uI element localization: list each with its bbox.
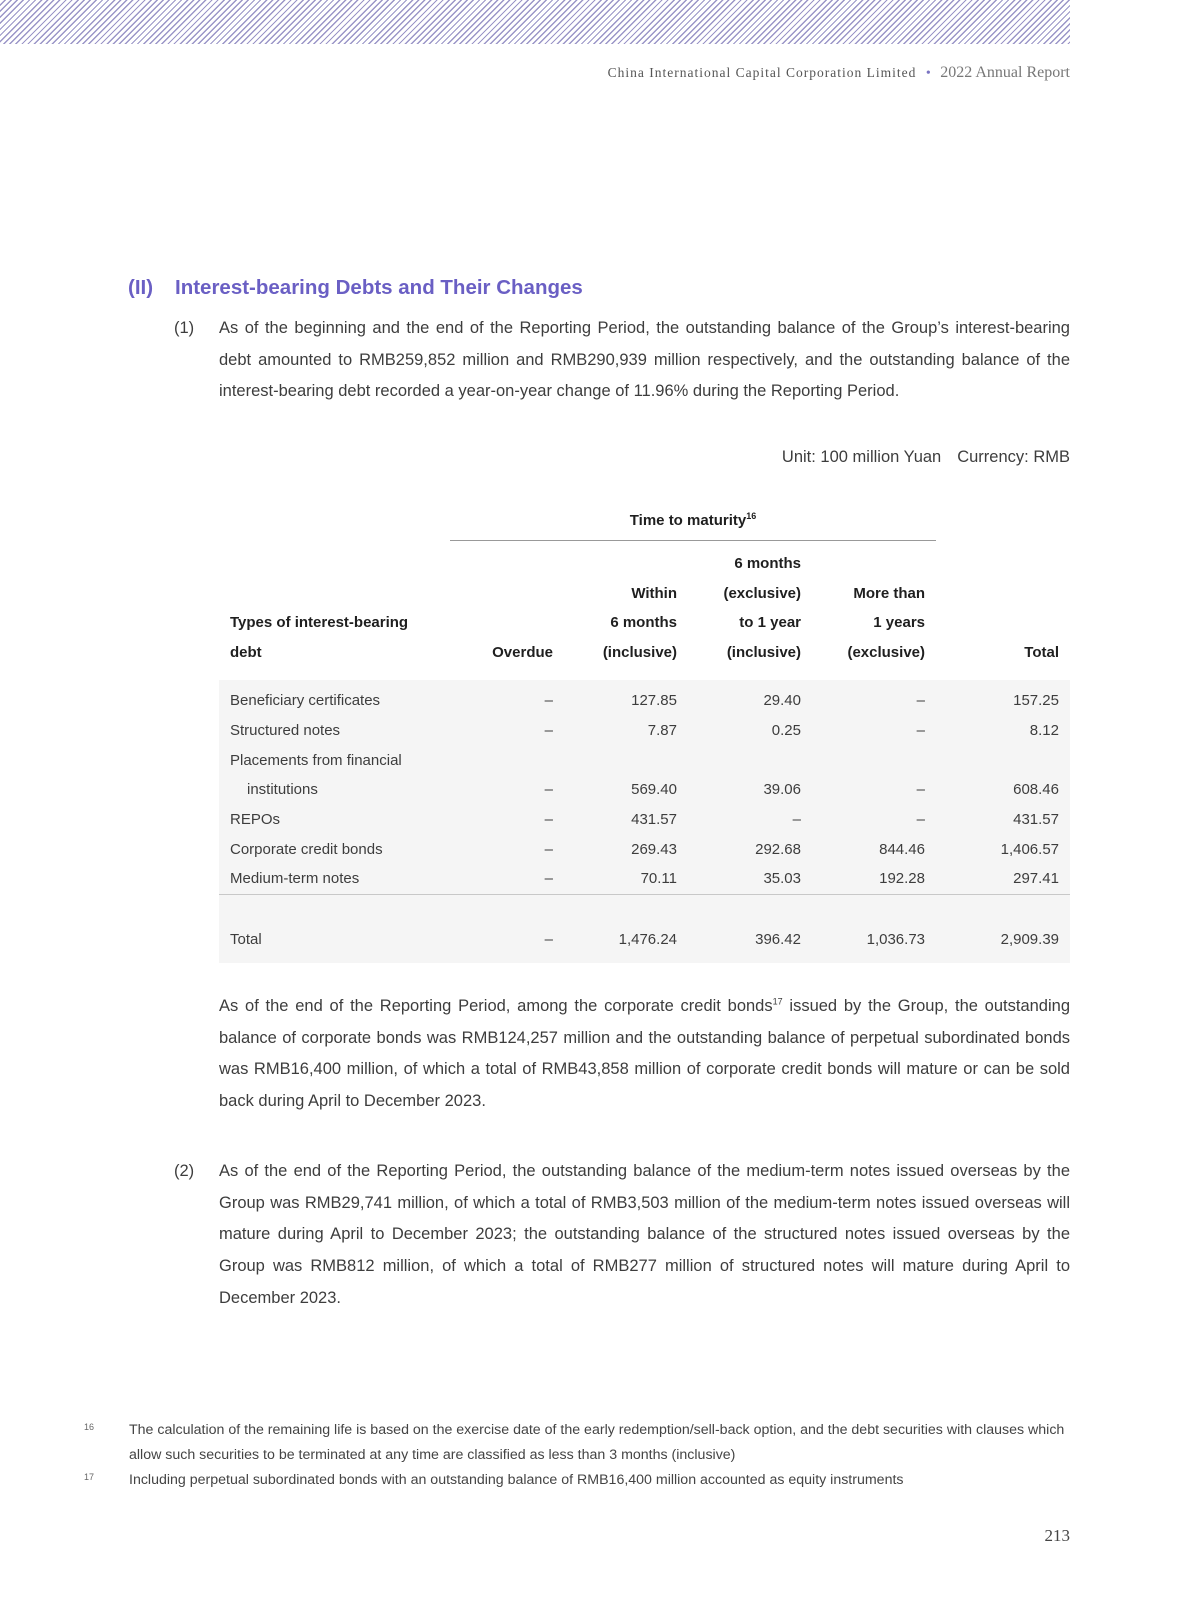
cell-sixto1: 0.25 [688, 716, 812, 746]
table-group-header-row [219, 506, 1070, 541]
paragraph-number-1: (1) [174, 319, 195, 337]
column-header-sixto1-line1: 6 months [734, 555, 801, 572]
cell-overdue: – [450, 834, 564, 864]
cell-sixto1: 29.40 [688, 680, 812, 716]
table-row [219, 745, 1070, 775]
cell-total: 8.12 [936, 716, 1070, 746]
table-row [219, 680, 1070, 716]
column-header-type-line2: debt [230, 644, 262, 662]
row-type: Placements from financial [219, 745, 450, 775]
header-company: China International Capital Corporation Limited [607, 65, 917, 80]
column-header-type-line1: Types of interest-bearing [230, 614, 409, 632]
section-number: (II) [128, 276, 154, 299]
cell-more: 844.46 [812, 834, 936, 864]
header-hatch-band [0, 0, 1070, 44]
page-number: 213 [1044, 1526, 1070, 1545]
section-title-text: Interest-bearing Debts and Their Changes [175, 276, 583, 299]
paragraph-number-2: (2) [174, 1162, 195, 1180]
paragraph-2-before: As of the end of the Reporting Period, among the corporate credit bonds [219, 997, 773, 1015]
cell-sixto1: 39.06 [688, 775, 812, 805]
footnotes [84, 1418, 1070, 1493]
currency-text: Currency: RMB [957, 448, 1070, 466]
footnote-mark: 17 [84, 1472, 95, 1482]
cell-sixto1 [688, 745, 812, 775]
cell-sixto1: – [688, 805, 812, 835]
footnote-text: The calculation of the remaining life is based on the exercise date of the early redemption/sell-back option, and the debt securities with clauses which allow such securities to be terminated at any time are classified as less than 3 months (inclusive) [129, 1422, 1065, 1463]
section-title [128, 276, 583, 300]
cell-total [936, 745, 1070, 775]
column-header-6-months-to-1-year [688, 541, 812, 680]
total-cell-overdue: – [450, 894, 564, 963]
cell-overdue: – [450, 680, 564, 716]
paragraph-1: As of the beginning and the end of the Reporting Period, the outstanding balance of the Group’s interest-bearing debt amounted to RMB259,852 million and RMB290,939 million respectively, and the outstanding balance of the interest-bearing debt recorded a year-on-year change of 11.96% during the Reporting Period. [219, 319, 1070, 401]
cell-sixto1: 35.03 [688, 864, 812, 894]
time-to-maturity-header [450, 506, 936, 541]
column-header-within-line3: (inclusive) [602, 644, 677, 662]
total-cell-more: 1,036.73 [812, 894, 936, 963]
table-header-spacer [936, 506, 1070, 541]
cell-more: – [812, 716, 936, 746]
cell-within: 269.43 [564, 834, 688, 864]
footnote-ref-16: 16 [746, 511, 757, 521]
footnote-16 [84, 1418, 1070, 1468]
debt-table [219, 506, 1070, 963]
column-header-total: Total [1024, 644, 1059, 662]
column-header-within-line2: 6 months [610, 614, 677, 632]
table-row [219, 716, 1070, 746]
table-row [219, 805, 1070, 835]
row-type: institutions [219, 775, 450, 805]
cell-within [564, 745, 688, 775]
table-row [219, 775, 1070, 805]
total-row-label: Total [219, 894, 450, 963]
total-cell-within: 1,476.24 [564, 894, 688, 963]
paragraph-3: As of the end of the Reporting Period, the outstanding balance of the medium-term notes issued overseas by the Group was RMB29,741 million, of which a total of RMB3,503 million of the medium-term notes issued overseas will mature during April to December 2023; the outstanding balance of the structured notes issued overseas by the Group was RMB812 million, of which a total of RMB277 million of structured notes will mature during April to December 2023. [219, 1162, 1070, 1307]
cell-within: 127.85 [564, 680, 688, 716]
column-header-overdue: Overdue [492, 644, 553, 662]
cell-within: 70.11 [564, 864, 688, 894]
cell-more [812, 745, 936, 775]
cell-total: 297.41 [936, 864, 1070, 894]
column-header-more-line2: 1 years [873, 614, 925, 632]
column-header-more-than-1-year [812, 541, 936, 680]
cell-total: 608.46 [936, 775, 1070, 805]
total-cell-total: 2,909.39 [936, 894, 1070, 963]
cell-within: 7.87 [564, 716, 688, 746]
column-header-more-line1: More than [853, 584, 925, 602]
row-type: REPOs [219, 805, 450, 835]
footnote-ref-17: 17 [772, 996, 783, 1007]
table-header-spacer [219, 506, 450, 541]
table-row [219, 834, 1070, 864]
cell-within: 431.57 [564, 805, 688, 835]
header-separator: • [925, 66, 931, 81]
column-header-more-line3: (exclusive) [847, 644, 925, 662]
cell-sixto1: 292.68 [688, 834, 812, 864]
time-to-maturity-label: Time to maturity [629, 512, 747, 529]
header-report-title: 2022 Annual Report [940, 64, 1070, 81]
footnote-text: Including perpetual subordinated bonds with an outstanding balance of RMB16,400 million accounted as equity instruments [129, 1472, 904, 1488]
row-type: Structured notes [219, 716, 450, 746]
paragraph-2 [219, 991, 1070, 1118]
total-cell-sixto1: 396.42 [688, 894, 812, 963]
paragraph-2-after: issued by the Group, the outstanding balance of corporate bonds was RMB124,257 million and the outstanding balance of perpetual subordinated bonds was RMB16,400 million, of which a total of RMB43,858 million of corporate credit bonds will mature or can be sold back during April to December 2023. [219, 997, 1071, 1111]
row-type: Medium-term notes [219, 864, 450, 894]
cell-within: 569.40 [564, 775, 688, 805]
column-header-sixto1-line3: to 1 year [739, 614, 801, 632]
cell-overdue: – [450, 805, 564, 835]
unit-line [782, 448, 1070, 467]
cell-more: – [812, 775, 936, 805]
cell-more: – [812, 680, 936, 716]
cell-overdue: – [450, 775, 564, 805]
cell-more: 192.28 [812, 864, 936, 894]
cell-overdue: – [450, 716, 564, 746]
column-header-within-line1: Within [631, 584, 677, 602]
cell-total: 1,406.57 [936, 834, 1070, 864]
cell-total: 431.57 [936, 805, 1070, 835]
column-header-sixto1-line2: (exclusive) [723, 584, 801, 602]
running-header [608, 64, 1070, 82]
table-column-header-row [219, 541, 1070, 680]
cell-total: 157.25 [936, 680, 1070, 716]
row-type: Corporate credit bonds [219, 834, 450, 864]
cell-more: – [812, 805, 936, 835]
table-total-row [219, 894, 1070, 963]
cell-overdue [450, 745, 564, 775]
table-row [219, 864, 1070, 894]
footnote-17 [84, 1468, 1070, 1493]
unit-text: Unit: 100 million Yuan [781, 448, 942, 466]
column-header-within-6-months [564, 541, 688, 680]
column-header-type [219, 541, 450, 680]
cell-overdue: – [450, 864, 564, 894]
footnote-mark: 16 [84, 1422, 95, 1432]
row-type: Beneficiary certificates [219, 680, 450, 716]
column-header-sixto1-line4: (inclusive) [726, 644, 801, 662]
